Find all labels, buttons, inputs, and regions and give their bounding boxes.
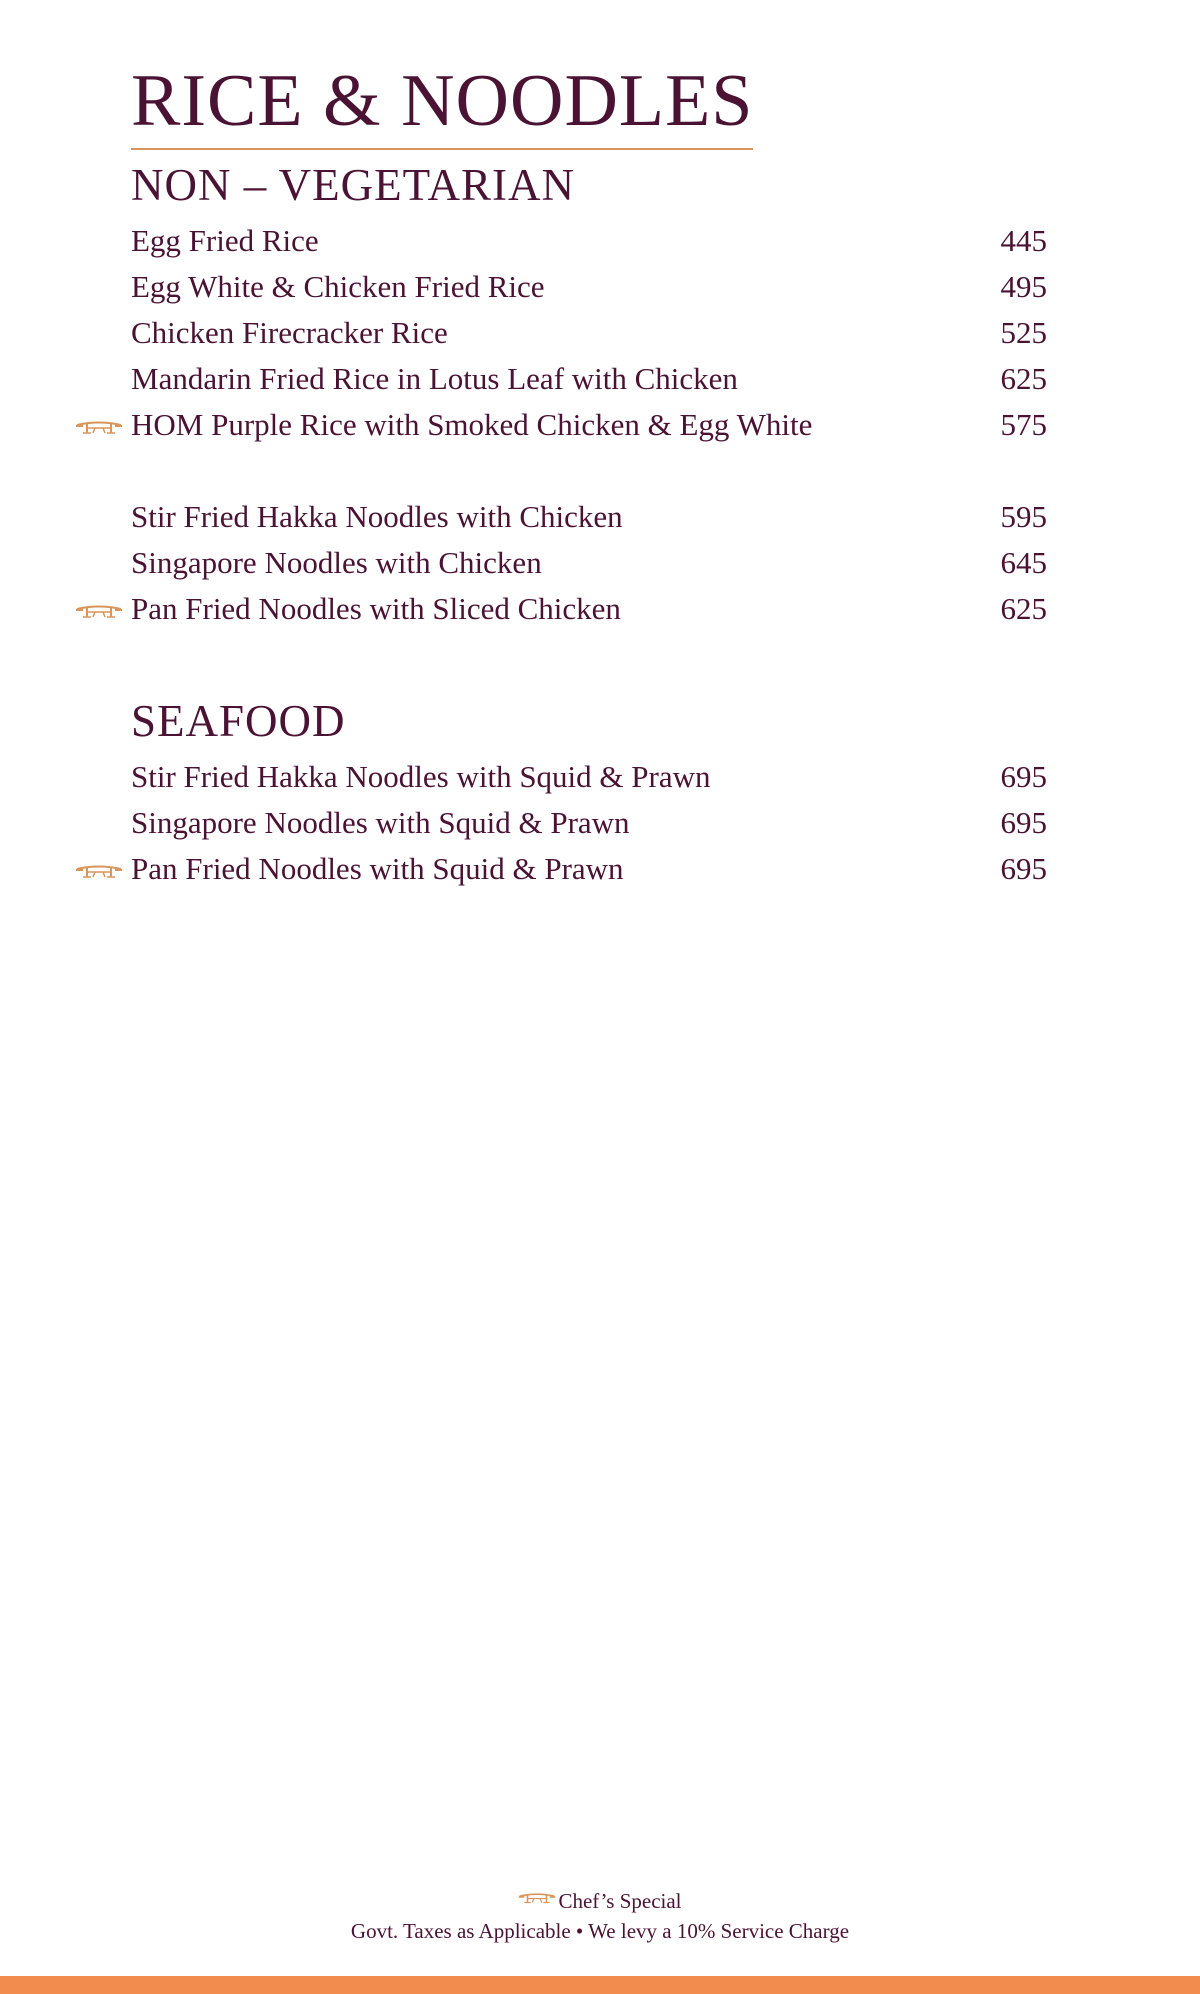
item-name: Pan Fried Noodles with Squid & Prawn <box>131 851 624 886</box>
item-price: 595 <box>1000 499 1047 534</box>
item-name: Chicken Firecracker Rice <box>131 315 448 350</box>
page-title: RICE & NOODLES <box>131 56 753 150</box>
section-heading-seafood: SEAFOOD <box>131 696 346 746</box>
menu-item <box>131 310 1047 356</box>
chef-special-legend <box>0 1886 1200 1916</box>
item-name: Singapore Noodles with Squid & Prawn <box>131 805 630 840</box>
bottom-accent-bar <box>0 1976 1200 1994</box>
item-name: Mandarin Fried Rice in Lotus Leaf with Chicken <box>131 361 738 396</box>
item-price: 625 <box>1000 591 1047 626</box>
item-name: HOM Purple Rice with Smoked Chicken & Egg White <box>131 407 813 442</box>
item-name: Egg White & Chicken Fried Rice <box>131 269 545 304</box>
chef-special-icon <box>518 1889 556 1905</box>
item-name: Pan Fried Noodles with Sliced Chicken <box>131 591 621 626</box>
menu-item <box>131 494 1047 540</box>
item-price: 695 <box>1000 805 1047 840</box>
menu-item <box>131 264 1047 310</box>
item-price: 525 <box>1000 315 1047 350</box>
chef-special-icon <box>75 600 123 620</box>
item-name: Singapore Noodles with Chicken <box>131 545 542 580</box>
chef-special-icon <box>75 416 123 436</box>
item-price: 495 <box>1000 269 1047 304</box>
menu-item <box>131 846 1047 892</box>
item-price: 445 <box>1000 223 1047 258</box>
item-name: Stir Fried Hakka Noodles with Squid & Prawn <box>131 759 711 794</box>
menu-item <box>131 586 1047 632</box>
item-name: Egg Fried Rice <box>131 223 319 258</box>
item-price: 625 <box>1000 361 1047 396</box>
menu-item <box>131 356 1047 402</box>
section-heading-non-vegetarian: NON – VEGETARIAN <box>131 160 576 210</box>
menu-item <box>131 218 1047 264</box>
tax-service-note: Govt. Taxes as Applicable • We levy a 10% Service Charge <box>350 1919 850 1943</box>
chef-special-icon <box>75 860 123 880</box>
item-price: 575 <box>1000 407 1047 442</box>
item-price: 645 <box>1000 545 1047 580</box>
chef-special-legend-label: Chef’s Special <box>558 1889 682 1913</box>
menu-item <box>131 754 1047 800</box>
menu-item <box>131 402 1047 448</box>
item-price: 695 <box>1000 759 1047 794</box>
menu-item <box>131 540 1047 586</box>
item-name: Stir Fried Hakka Noodles with Chicken <box>131 499 623 534</box>
menu-item <box>131 800 1047 846</box>
item-price: 695 <box>1000 851 1047 886</box>
